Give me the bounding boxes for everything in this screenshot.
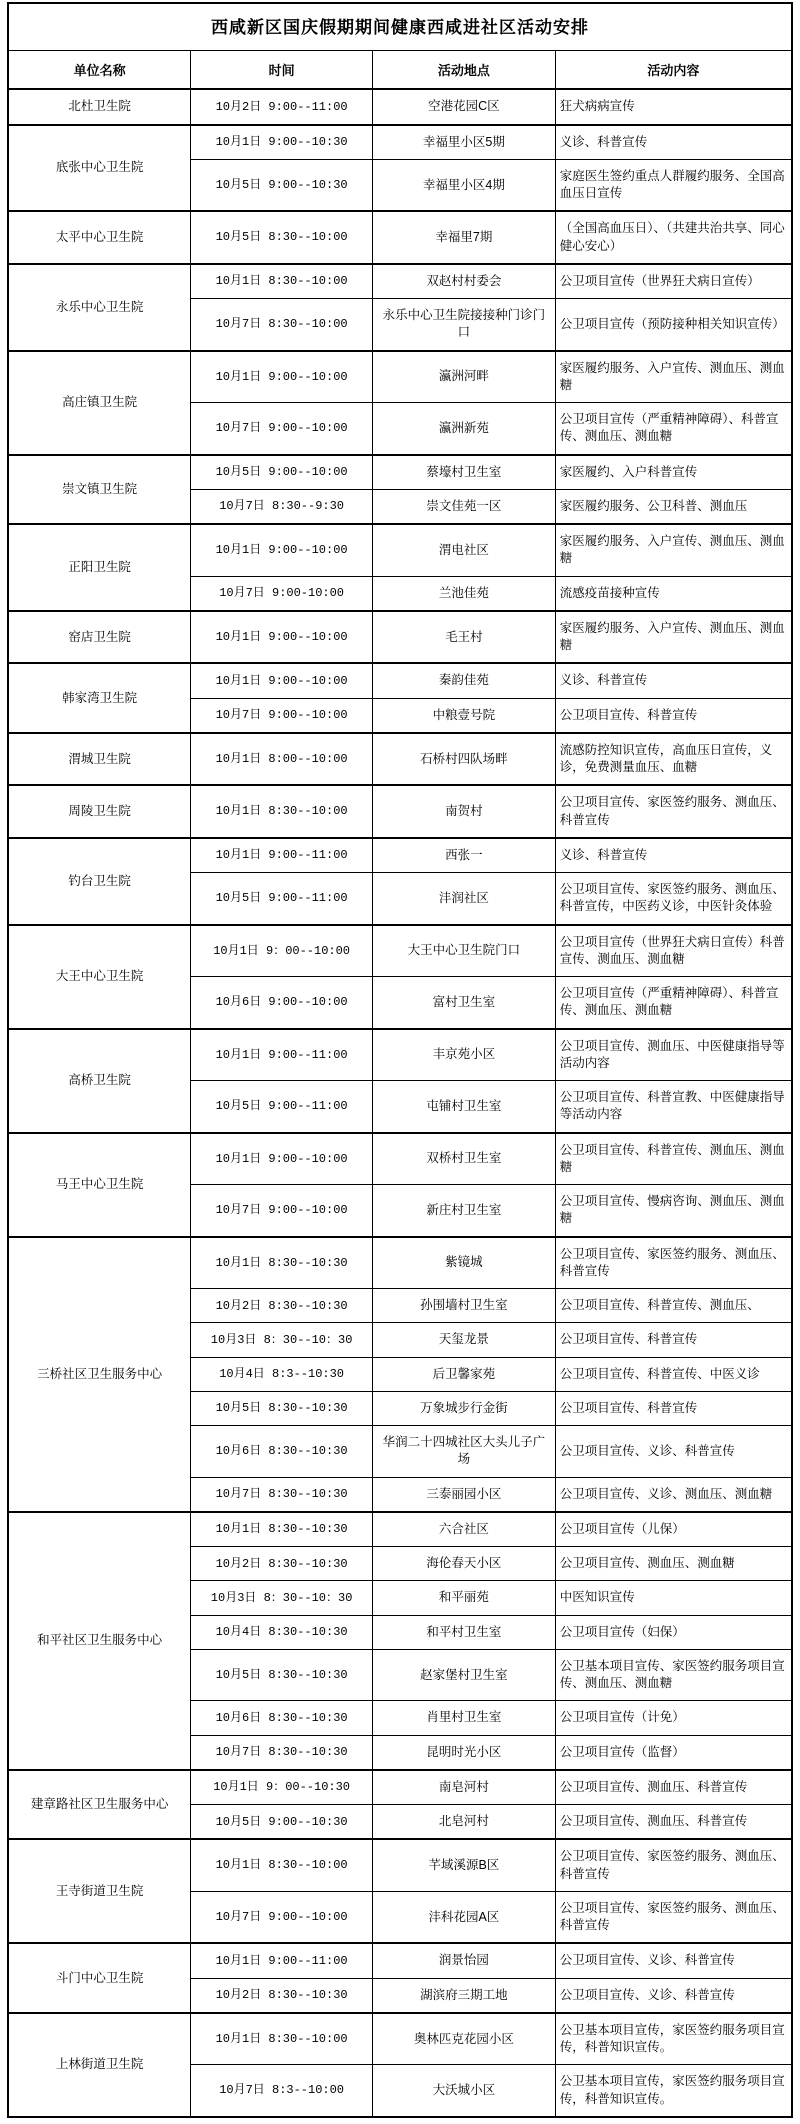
time-cell: 10月7日 9:00--10:00 — [191, 403, 373, 455]
place-cell: 石桥村四队场畔 — [373, 733, 556, 786]
content-cell: 公卫项目宣传（儿保） — [555, 1512, 792, 1547]
time-cell: 10月3日 8：30--10：30 — [191, 1581, 373, 1615]
time-cell: 10月5日 8:30--10:00 — [191, 211, 373, 264]
place-cell: 海伦春天小区 — [373, 1547, 556, 1581]
place-cell: 崇文佳苑一区 — [373, 489, 556, 524]
content-cell: 公卫项目宣传、科普宣传、测血压、测血糖 — [555, 1133, 792, 1185]
place-cell: 和平村卫生室 — [373, 1615, 556, 1649]
column-header-content: 活动内容 — [555, 51, 792, 90]
time-cell: 10月1日 8:30--10:00 — [191, 1839, 373, 1891]
content-cell: 家医履约服务、入户宣传、测血压、测血糖 — [555, 351, 792, 403]
place-cell: 瀛洲河畔 — [373, 351, 556, 403]
place-cell: 丰京苑小区 — [373, 1029, 556, 1081]
place-cell: 富村卫生室 — [373, 977, 556, 1029]
content-cell: 公卫项目宣传、家医签约服务、测血压、科普宣传，中医药义诊，中医针灸体验 — [555, 873, 792, 925]
time-cell: 10月7日 8:30--10:00 — [191, 299, 373, 351]
table-row — [8, 1237, 792, 1289]
place-cell: 天玺龙景 — [373, 1323, 556, 1357]
table-row — [8, 351, 792, 403]
content-cell: 公卫项目宣传（严重精神障碍）、科普宣传、测血压、测血糖 — [555, 403, 792, 455]
schedule-sheet — [7, 2, 793, 2118]
unit-cell: 马王中心卫生院 — [8, 1133, 191, 1237]
time-cell: 10月1日 8:00--10:00 — [191, 733, 373, 786]
table-row — [8, 89, 792, 124]
content-cell: 公卫项目宣传、测血压、科普宣传 — [555, 1770, 792, 1805]
content-cell: 公卫项目宣传、义诊、科普宣传 — [555, 1943, 792, 1978]
place-cell: 万象城步行金街 — [373, 1391, 556, 1425]
time-cell: 10月5日 8:30--10:30 — [191, 1649, 373, 1701]
unit-cell: 钓台卫生院 — [8, 838, 191, 925]
time-cell: 10月1日 9：00--10:30 — [191, 1770, 373, 1805]
content-cell: 公卫项目宣传（严重精神障碍）、科普宣传、测血压、测血糖 — [555, 977, 792, 1029]
unit-cell: 建章路社区卫生服务中心 — [8, 1770, 191, 1840]
place-cell: 南贺村 — [373, 785, 556, 838]
table-row — [8, 1770, 792, 1805]
time-cell: 10月5日 8:30--10:30 — [191, 1391, 373, 1425]
content-cell: 公卫项目宣传、测血压、测血糖 — [555, 1547, 792, 1581]
content-cell: 公卫项目宣传、科普宣教、中医健康指导等活动内容 — [555, 1081, 792, 1133]
unit-cell: 和平社区卫生服务中心 — [8, 1512, 191, 1770]
place-cell: 渭电社区 — [373, 524, 556, 576]
table-row — [8, 663, 792, 698]
unit-cell: 底张中心卫生院 — [8, 125, 191, 212]
place-cell: 兰池佳苑 — [373, 576, 556, 611]
place-cell: 蔡壕村卫生室 — [373, 455, 556, 490]
time-cell: 10月7日 9:00--10:00 — [191, 1185, 373, 1237]
place-cell: 沣润社区 — [373, 873, 556, 925]
place-cell: 奥林匹克花园小区 — [373, 2013, 556, 2065]
unit-cell: 崇文镇卫生院 — [8, 455, 191, 525]
unit-cell: 斗门中心卫生院 — [8, 1943, 191, 2013]
content-cell: 公卫项目宣传（监督） — [555, 1735, 792, 1770]
title-row — [8, 3, 792, 51]
time-cell: 10月7日 8:30--9:30 — [191, 489, 373, 524]
time-cell: 10月5日 9:00--11:00 — [191, 873, 373, 925]
content-cell: 公卫项目宣传、义诊、科普宣传 — [555, 1978, 792, 2013]
content-cell: 公卫项目宣传、科普宣传、测血压、 — [555, 1289, 792, 1323]
content-cell: 公卫项目宣传、科普宣传 — [555, 1391, 792, 1425]
place-cell: 幸福里小区5期 — [373, 125, 556, 160]
place-cell: 毛王村 — [373, 611, 556, 664]
schedule-table-body — [8, 89, 792, 2117]
table-row — [8, 1943, 792, 1978]
table-row — [8, 785, 792, 838]
time-cell: 10月1日 8:30--10:30 — [191, 1512, 373, 1547]
place-cell: 湖滨府三期工地 — [373, 1978, 556, 2013]
time-cell: 10月1日 9:00--11:00 — [191, 1029, 373, 1081]
time-cell: 10月2日 8:30--10:30 — [191, 1289, 373, 1323]
table-row — [8, 733, 792, 786]
content-cell: 公卫项目宣传（妇保） — [555, 1615, 792, 1649]
place-cell: 后卫馨家苑 — [373, 1357, 556, 1391]
content-cell: 家庭医生签约重点人群履约服务、全国高血压日宣传 — [555, 159, 792, 211]
content-cell: 公卫项目宣传、家医签约服务、测血压、科普宣传 — [555, 785, 792, 838]
unit-cell: 高庄镇卫生院 — [8, 351, 191, 455]
place-cell: 赵家堡村卫生室 — [373, 1649, 556, 1701]
content-cell: 狂犬病病宣传 — [555, 89, 792, 124]
place-cell: 秦韵佳苑 — [373, 663, 556, 698]
content-cell: 公卫项目宣传（世界狂犬病日宣传） — [555, 264, 792, 299]
content-cell: 家医履约服务、入户宣传、测血压、测血糖 — [555, 524, 792, 576]
time-cell: 10月1日 9:00--10:00 — [191, 611, 373, 664]
content-cell: 公卫项目宣传、科普宣传 — [555, 698, 792, 733]
place-cell: 大沃城小区 — [373, 2065, 556, 2117]
content-cell: 家医履约服务、入户宣传、测血压、测血糖 — [555, 611, 792, 664]
content-cell: 公卫项目宣传、测血压、中医健康指导等活动内容 — [555, 1029, 792, 1081]
time-cell: 10月4日 8:30--10:30 — [191, 1615, 373, 1649]
time-cell: 10月3日 8：30--10：30 — [191, 1323, 373, 1357]
content-cell: 公卫项目宣传（世界狂犬病日宣传）科普宣传、测血压、测血糖 — [555, 925, 792, 977]
time-cell: 10月1日 8:30--10:30 — [191, 1237, 373, 1289]
place-cell: 大王中心卫生院门口 — [373, 925, 556, 977]
table-row — [8, 611, 792, 664]
content-cell: 流感疫苗接种宣传 — [555, 576, 792, 611]
page-title: 西咸新区国庆假期期间健康西咸进社区活动安排 — [8, 3, 792, 51]
place-cell: 孙围墙村卫生室 — [373, 1289, 556, 1323]
content-cell: 公卫项目宣传、义诊、科普宣传 — [555, 1426, 792, 1478]
table-row — [8, 125, 792, 160]
unit-cell: 高桥卫生院 — [8, 1029, 191, 1133]
place-cell: 西张一 — [373, 838, 556, 873]
place-cell: 屯铺村卫生室 — [373, 1081, 556, 1133]
content-cell: 家医履约、入户科普宣传 — [555, 455, 792, 490]
column-header-time: 时间 — [191, 51, 373, 90]
table-row — [8, 838, 792, 873]
table-row — [8, 1029, 792, 1081]
schedule-table — [7, 2, 793, 2118]
table-row — [8, 455, 792, 490]
column-header-place: 活动地点 — [373, 51, 556, 90]
time-cell: 10月1日 8:30--10:00 — [191, 785, 373, 838]
time-cell: 10月1日 9:00--10:00 — [191, 524, 373, 576]
unit-cell: 周陵卫生院 — [8, 785, 191, 838]
place-cell: 幸福里7期 — [373, 211, 556, 264]
table-row — [8, 1512, 792, 1547]
header-row — [8, 51, 792, 90]
place-cell: 新庄村卫生室 — [373, 1185, 556, 1237]
time-cell: 10月1日 9:00--10:30 — [191, 125, 373, 160]
place-cell: 南皂河村 — [373, 1770, 556, 1805]
time-cell: 10月4日 8:3--10:30 — [191, 1357, 373, 1391]
table-row — [8, 1133, 792, 1185]
place-cell: 瀛洲新苑 — [373, 403, 556, 455]
content-cell: 义诊、科普宣传 — [555, 838, 792, 873]
time-cell: 10月2日 8:30--10:30 — [191, 1547, 373, 1581]
time-cell: 10月1日 9:00--11:00 — [191, 1943, 373, 1978]
time-cell: 10月5日 9:00--11:00 — [191, 1081, 373, 1133]
time-cell: 10月7日 9:00-10:00 — [191, 576, 373, 611]
place-cell: 空港花园C区 — [373, 89, 556, 124]
content-cell: 义诊、科普宣传 — [555, 125, 792, 160]
place-cell: 润景怡园 — [373, 1943, 556, 1978]
place-cell: 肖里村卫生室 — [373, 1701, 556, 1735]
time-cell: 10月1日 9:00--10:00 — [191, 351, 373, 403]
time-cell: 10月7日 8:3--10:00 — [191, 2065, 373, 2117]
place-cell: 双赵村村委会 — [373, 264, 556, 299]
content-cell: 公卫项目宣传、慢病咨询、测血压、测血糖 — [555, 1185, 792, 1237]
unit-cell: 大王中心卫生院 — [8, 925, 191, 1029]
content-cell: 公卫基本项目宣传，家医签约服务项目宣传，科普知识宣传。 — [555, 2065, 792, 2117]
time-cell: 10月5日 9:00--10:30 — [191, 1805, 373, 1840]
time-cell: 10月1日 9:00--10:00 — [191, 663, 373, 698]
place-cell: 中粮壹号院 — [373, 698, 556, 733]
content-cell: 公卫项目宣传、义诊、测血压、测血糖 — [555, 1477, 792, 1512]
time-cell: 10月2日 8:30--10:30 — [191, 1978, 373, 2013]
place-cell: 昆明时光小区 — [373, 1735, 556, 1770]
table-row — [8, 925, 792, 977]
time-cell: 10月7日 8:30--10:30 — [191, 1735, 373, 1770]
time-cell: 10月7日 9:00--10:00 — [191, 1891, 373, 1943]
content-cell: 中医知识宣传 — [555, 1581, 792, 1615]
time-cell: 10月1日 9:00--11:00 — [191, 838, 373, 873]
time-cell: 10月1日 9:00--10:00 — [191, 1133, 373, 1185]
table-row — [8, 2013, 792, 2065]
column-header-unit: 单位名称 — [8, 51, 191, 90]
time-cell: 10月1日 9：00--10:00 — [191, 925, 373, 977]
place-cell: 幸福里小区4期 — [373, 159, 556, 211]
time-cell: 10月6日 8:30--10:30 — [191, 1426, 373, 1478]
unit-cell: 窑店卫生院 — [8, 611, 191, 664]
unit-cell: 渭城卫生院 — [8, 733, 191, 786]
content-cell: 公卫项目宣传、测血压、科普宣传 — [555, 1805, 792, 1840]
place-cell: 华润二十四城社区大头儿子广场 — [373, 1426, 556, 1478]
time-cell: 10月7日 8:30--10:30 — [191, 1477, 373, 1512]
time-cell: 10月6日 8:30--10:30 — [191, 1701, 373, 1735]
place-cell: 芊域溪源B区 — [373, 1839, 556, 1891]
table-row — [8, 1839, 792, 1891]
time-cell: 10月6日 9:00--10:00 — [191, 977, 373, 1029]
unit-cell: 正阳卫生院 — [8, 524, 191, 611]
unit-cell: 上林街道卫生院 — [8, 2013, 191, 2117]
content-cell: 义诊、科普宣传 — [555, 663, 792, 698]
place-cell: 沣科花园A区 — [373, 1891, 556, 1943]
time-cell: 10月5日 9:00--10:00 — [191, 455, 373, 490]
unit-cell: 王寺街道卫生院 — [8, 1839, 191, 1943]
content-cell: 公卫项目宣传、科普宣传 — [555, 1323, 792, 1357]
content-cell: 公卫项目宣传、家医签约服务、测血压、科普宣传 — [555, 1891, 792, 1943]
time-cell: 10月7日 9:00--10:00 — [191, 698, 373, 733]
content-cell: 公卫基本项目宣传、家医签约服务项目宣传、测血压、测血糖 — [555, 1649, 792, 1701]
place-cell: 永乐中心卫生院接接种门诊门口 — [373, 299, 556, 351]
time-cell: 10月2日 9:00--11:00 — [191, 89, 373, 124]
unit-cell: 永乐中心卫生院 — [8, 264, 191, 351]
table-row — [8, 211, 792, 264]
table-row — [8, 524, 792, 576]
content-cell: 公卫项目宣传、科普宣传、中医义诊 — [555, 1357, 792, 1391]
time-cell: 10月1日 8:30--10:00 — [191, 264, 373, 299]
place-cell: 六合社区 — [373, 1512, 556, 1547]
content-cell: 公卫项目宣传、家医签约服务、测血压、科普宣传 — [555, 1839, 792, 1891]
unit-cell: 韩家湾卫生院 — [8, 663, 191, 733]
place-cell: 北皂河村 — [373, 1805, 556, 1840]
table-row — [8, 264, 792, 299]
place-cell: 三泰丽园小区 — [373, 1477, 556, 1512]
content-cell: 家医履约服务、公卫科普、测血压 — [555, 489, 792, 524]
place-cell: 紫镜城 — [373, 1237, 556, 1289]
place-cell: 和平丽苑 — [373, 1581, 556, 1615]
content-cell: 流感防控知识宣传，高血压日宣传，义诊，免费测量血压、血糖 — [555, 733, 792, 786]
content-cell: 公卫项目宣传、家医签约服务、测血压、科普宣传 — [555, 1237, 792, 1289]
content-cell: 公卫项目宣传（计免） — [555, 1701, 792, 1735]
content-cell: 公卫基本项目宣传，家医签约服务项目宣传，科普知识宣传。 — [555, 2013, 792, 2065]
content-cell: （全国高血压日）、（共建共治共享、同心健心安心） — [555, 211, 792, 264]
time-cell: 10月1日 8:30--10:00 — [191, 2013, 373, 2065]
content-cell: 公卫项目宣传（预防接种相关知识宣传） — [555, 299, 792, 351]
unit-cell: 北杜卫生院 — [8, 89, 191, 124]
time-cell: 10月5日 9:00--10:30 — [191, 159, 373, 211]
unit-cell: 三桥社区卫生服务中心 — [8, 1237, 191, 1512]
place-cell: 双桥村卫生室 — [373, 1133, 556, 1185]
unit-cell: 太平中心卫生院 — [8, 211, 191, 264]
